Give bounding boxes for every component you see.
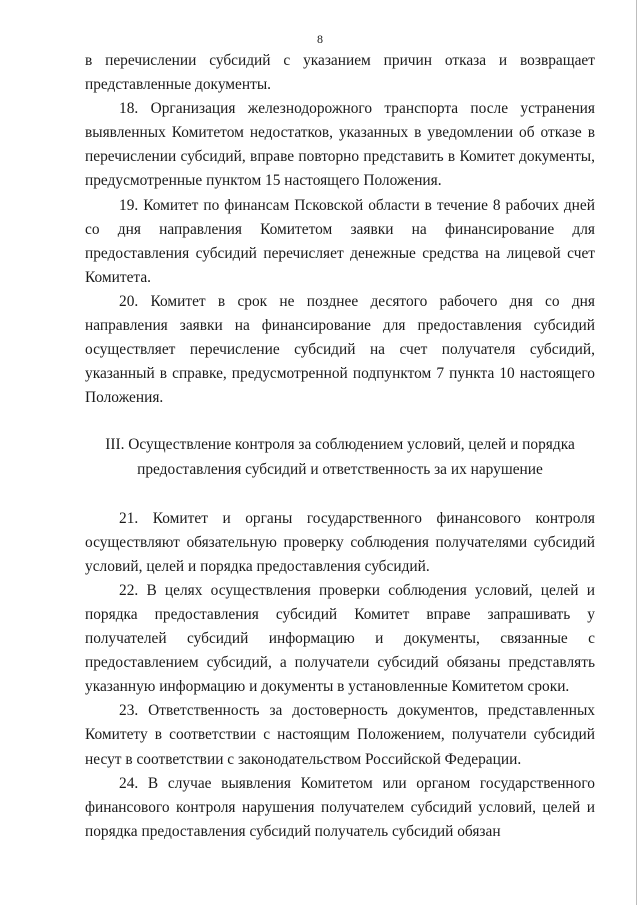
paragraph-19: 19. Комитет по финансам Псковской области в течение 8 рабочих дней со дня направления Комитетом заявки на финансирование для предоставления субсидий перечисляет денежные средства на лицевой счет Комитета. (85, 196, 595, 286)
section-heading-line-2: предоставления субсидий и ответственность за их нарушение (137, 460, 543, 478)
page-number: 8 (317, 32, 323, 46)
section-heading (85, 433, 595, 481)
document-body (85, 49, 595, 844)
section-heading-line-1: III. Осуществление контроля за соблюдением условий, целей и порядка (105, 436, 575, 454)
paragraph-21: 21. Комитет и органы государственного финансового контроля осуществляют обязательную проверку соблюдения получателями субсидий условий, целей и порядка предоставления субсидий. (85, 509, 595, 575)
paragraph-continuation: в перечислении субсидий с указанием причин отказа и возвращает представленные документы. (85, 52, 595, 94)
paragraph-22: 22. В целях осуществления проверки соблюдения условий, целей и порядка предоставления субсидий Комитет вправе запрашивать у получателей субсидий информацию и документы, связанные с предоставлением субсидий, а получатели субсидий обязаны представлять указанную информацию и документы в установленные Комитетом сроки. (85, 581, 595, 696)
paragraph-24: 24. В случае выявления Комитетом или органом государственного финансового контроля нарушения получателем субсидий условий, целей и порядка предоставления субсидий получатель субсидий обязан (85, 774, 595, 840)
paragraph-18: 18. Организация железнодорожного транспорта после устранения выявленных Комитетом недостатков, указанных в уведомлении об отказе в перечислении субсидий, вправе повторно представить в Комитет документы, предусмотренные пунктом 15 настоящего Положения. (85, 100, 595, 190)
paragraph-20: 20. Комитет в срок не позднее десятого рабочего дня со дня направления заявки на финансирование для предоставления субсидий осуществляет перечисление субсидий на счет получателя субсидий, указанный в справке, предусмотренной подпунктом 7 пункта 10 настоящего Положения. (85, 292, 595, 407)
page-edge (636, 0, 637, 905)
paragraph-23: 23. Ответственность за достоверность документов, представленных Комитету в соответствии с настоящим Положением, получатели субсидий несут в соответствии с законодательством Российской Федерации. (85, 702, 595, 768)
